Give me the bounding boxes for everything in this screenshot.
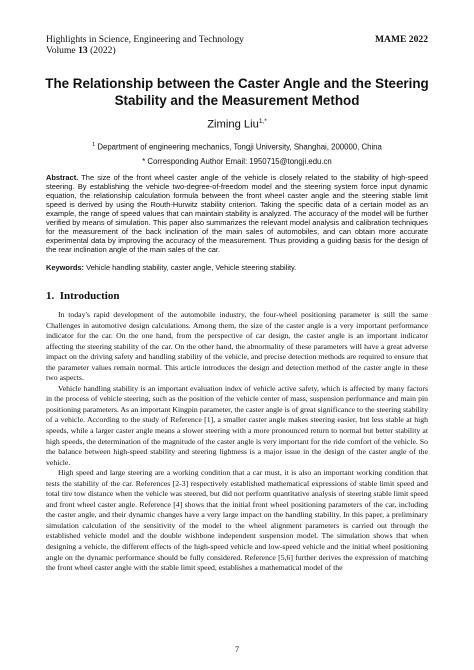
volume-line xyxy=(46,45,428,56)
section-heading xyxy=(46,290,119,302)
affiliation-marker: 1 xyxy=(92,142,96,148)
keywords-label: Keywords: xyxy=(46,263,85,272)
corresponding-author: * Corresponding Author Email: 1950715@tongji.edu.cn xyxy=(142,156,332,166)
introduction-body xyxy=(46,310,428,574)
affiliation-line xyxy=(0,138,474,155)
section-number: 1. xyxy=(46,290,55,302)
author-name: Ziming Liu xyxy=(207,118,259,131)
keywords xyxy=(46,263,428,272)
section-title: Introduction xyxy=(59,290,120,302)
conference-name: MAME 2022 xyxy=(374,34,428,45)
paragraph: Vehicle handling stability is an important evaluation index of vehicle active safety, which is affected by many factors in the process of vehicle steering, such as the position of the vehicle center of mass, suspension performance and main pin positioning parameters. As an important Kingpin parameter, the caster angle is of great significance to the steering stability of a vehicle. According to the study of Reference [1], a smaller caster angle makes steering easier, but less stable at high speeds, while a larger caster angle means a slower steering with a more pronounced return to normal but better stability at high speeds, the determination of the magnitude of the caster angle is very important for the ride comfort of the vehicle. So the balance between high-speed stability and steering lightness is a major issue in the design of the caster angle of the vehicle. xyxy=(46,383,428,467)
affiliation-text: Department of engineering mechanics, Tongji University, Shanghai, 200000, China xyxy=(97,142,382,152)
journal-name: Highlights in Science, Engineering and Technology xyxy=(46,34,244,45)
abstract-label: Abstract. xyxy=(46,173,79,182)
volume-number: 13 xyxy=(78,45,88,56)
keywords-text: Vehicle handling stability, caster angle, Vehicle steering stability. xyxy=(86,263,297,272)
running-header xyxy=(46,34,428,56)
paper-title: The Relationship between the Caster Angle and the Steering Stability and the Measurement Method xyxy=(45,76,429,108)
volume-year: (2022) xyxy=(90,45,116,56)
paragraph: In today's rapid development of the automobile industry, the four-wheel positioning parameter is still the same Challenges in automotive design calculations. Among them, the size of the caster angle is a very important performance indicator for the car. On the one hand, from the perspective of car design, the caster angle is an important indicator affecting the steering stability of the car. On the other hand, the abnormality of these parameters will have a great adverse impact on the driving safety and handling stability of the vehicle, and precise detection methods are required to ensure that the parameter values remain normal. This article introduces the design and detection method of the caster angle in these two aspects. xyxy=(46,310,428,383)
abstract xyxy=(46,173,428,254)
affiliation-block xyxy=(0,138,474,169)
paragraph: High speed and large steering are a working condition that a car must, it is also an important working condition that tests the stability of the car. References [2-3] respectively established mathematical expressions of stable limit speed and total tire tow distance when the vehicle was steered, but did not perform quantitative analysis of steering stable limit speed and front wheel caster angle. Reference [4] shows that the initial front wheel positioning parameters of the car, including the caster angle, and their dynamic changes have a very large impact on the handling stability. In this paper, a preliminary simulation calculation of the sensitivity of the model to the wheel alignment parameters is carried out through the established vehicle model and the double wishbone independent suspension model. The simulation shows that when designing a vehicle, the different effects of the high-speed vehicle and low-speed vehicle and the initial wheel positioning angle on the dynamic performance should be fully considered. Reference [5,6] further derives the expression of matching the front wheel caster angle with the stable limit speed, establishes a mathematical model of the xyxy=(46,468,428,573)
page-number: 7 xyxy=(234,644,240,654)
author-line xyxy=(0,118,474,131)
volume-label: Volume xyxy=(46,45,76,56)
abstract-text: The size of the front wheel caster angle of the vehicle is closely related to the stability of high-speed steering. By establishing the vehicle two-degree-of-freedom model and the steering system force input dynamic equation, the relationship calculation formula between the front wheel caster angle and the steering stable limit speed is derived by using the Routh-Hurwitz stability criterion. Taking the specific data of a certain model as an example, the range of speed values that can maintain stability is analyzed. The accuracy of the model will be further verified by means of simulation. This paper also summarizes the relevant model analysis and calibration techniques for the measurement of the back inclination of the main sales of automobiles, and can obtain more accurate experimental data by improving the accuracy of the measurement. Thus providing a guiding basis for the design of the rear inclination angle of the main sales of the car. xyxy=(46,173,428,255)
author-superscript: 1,* xyxy=(258,118,267,125)
